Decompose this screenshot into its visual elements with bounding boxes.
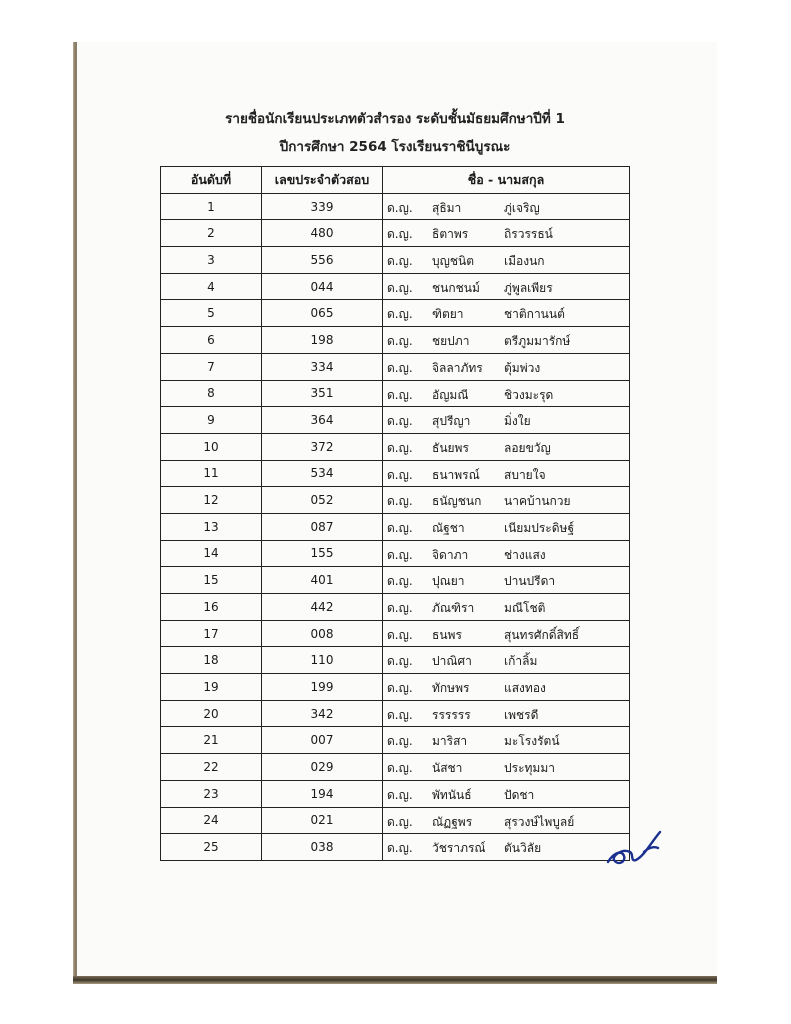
name-prefix: ด.ญ. (387, 467, 413, 482)
name-cell (383, 220, 630, 247)
last-name: แสงทอง (504, 681, 546, 696)
last-name: สบายใจ (504, 467, 546, 482)
name-prefix: ด.ญ. (387, 254, 413, 269)
last-name: ภู่เจริญ (504, 200, 540, 215)
table-row (161, 834, 630, 861)
table-row (161, 594, 630, 621)
table-row (161, 353, 630, 380)
rank-cell: 21 (161, 727, 262, 754)
table-row (161, 247, 630, 274)
exam-id-cell: 480 (262, 220, 383, 247)
last-name: สุนทรศักดิ์สิทธิ์ (504, 627, 580, 642)
last-name: เก้าลิ้ม (504, 654, 538, 669)
rank-cell: 19 (161, 674, 262, 701)
name-prefix: ด.ญ. (387, 734, 413, 749)
first-name: มาริสา (432, 734, 468, 749)
last-name: ตรีภูมมารักษ์ (504, 334, 571, 349)
exam-id-cell: 052 (262, 487, 383, 514)
rank-cell: 17 (161, 620, 262, 647)
name-prefix: ด.ญ. (387, 707, 413, 722)
name-cell (383, 273, 630, 300)
table-row (161, 193, 630, 220)
exam-id-cell: 334 (262, 353, 383, 380)
first-name: จิดาภา (432, 547, 469, 562)
first-name: ปาณิศา (432, 654, 472, 669)
rank-cell: 10 (161, 433, 262, 460)
exam-id-cell: 534 (262, 460, 383, 487)
name-prefix: ด.ญ. (387, 200, 413, 215)
last-name: เนียมประดิษฐ์ (504, 520, 575, 535)
name-cell (383, 540, 630, 567)
name-cell (383, 647, 630, 674)
table-row (161, 674, 630, 701)
first-name: สุธิมา (432, 200, 462, 215)
table-row (161, 647, 630, 674)
exam-id-cell: 342 (262, 700, 383, 727)
name-cell (383, 567, 630, 594)
name-cell (383, 327, 630, 354)
exam-id-cell: 110 (262, 647, 383, 674)
exam-id-cell: 372 (262, 433, 383, 460)
first-name: ณัฐชา (432, 520, 465, 535)
first-name: พัทนันธ์ (432, 787, 472, 802)
name-prefix: ด.ญ. (387, 360, 413, 375)
document-title: รายชื่อนักเรียนประเภทตัวสำรอง ระดับชั้นมัธยมศึกษาปีที่ 1 (225, 111, 565, 127)
table-row (161, 433, 630, 460)
name-cell (383, 433, 630, 460)
exam-id-cell: 007 (262, 727, 383, 754)
first-name: ภัณฑิรา (432, 601, 475, 615)
table-row (161, 807, 630, 834)
name-cell (383, 460, 630, 487)
rank-cell: 25 (161, 834, 262, 861)
name-prefix: ด.ญ. (387, 387, 413, 402)
name-cell (383, 300, 630, 327)
rank-cell: 8 (161, 380, 262, 407)
table-row (161, 460, 630, 487)
table-row (161, 620, 630, 647)
rank-cell: 7 (161, 353, 262, 380)
name-prefix: ด.ญ. (387, 307, 413, 322)
rank-cell: 12 (161, 487, 262, 514)
rank-cell: 5 (161, 300, 262, 327)
rank-cell: 11 (161, 460, 262, 487)
exam-id-cell: 008 (262, 620, 383, 647)
last-name: ปัดชา (504, 787, 535, 802)
table-header-row (161, 167, 630, 194)
last-name: ตันวิลัย (504, 841, 542, 856)
name-prefix: ด.ญ. (387, 494, 413, 509)
name-cell (383, 780, 630, 807)
name-prefix: ด.ญ. (387, 574, 413, 589)
name-prefix: ด.ญ. (387, 654, 413, 669)
last-name: เมืองนก (504, 254, 545, 269)
header-rank: อันดับที่ (161, 167, 262, 194)
exam-id-cell: 065 (262, 300, 383, 327)
name-cell (383, 353, 630, 380)
first-name: ปุณยา (432, 574, 465, 589)
first-name: ฑิตยา (432, 307, 464, 322)
name-cell (383, 834, 630, 861)
name-cell (383, 754, 630, 781)
last-name: เพชรดี (504, 707, 539, 722)
student-table (160, 166, 630, 861)
table-row (161, 220, 630, 247)
last-name: สุรวงษ์ไพบูลย์ (504, 814, 575, 829)
exam-id-cell: 364 (262, 407, 383, 434)
signature (600, 822, 670, 872)
name-cell (383, 807, 630, 834)
table-row (161, 407, 630, 434)
name-prefix: ด.ญ. (387, 414, 413, 429)
table-row (161, 780, 630, 807)
rank-cell: 20 (161, 700, 262, 727)
first-name: บุญชนิต (432, 254, 474, 269)
table-row (161, 727, 630, 754)
name-cell (383, 594, 630, 621)
last-name: ลอยขวัญ (504, 440, 551, 455)
first-name: ธนาพรณ์ (432, 467, 480, 482)
first-name: ชยปภา (432, 334, 470, 349)
name-cell (383, 513, 630, 540)
name-cell (383, 674, 630, 701)
rank-cell: 6 (161, 327, 262, 354)
name-prefix: ด.ญ. (387, 787, 413, 802)
last-name: ปานปรีดา (504, 574, 556, 589)
exam-id-cell: 199 (262, 674, 383, 701)
last-name: มะโรงรัตน์ (504, 734, 560, 749)
last-name: ช่างแสง (504, 547, 546, 562)
name-prefix: ด.ญ. (387, 280, 413, 295)
last-name: ภู่พูลเพียร (504, 280, 553, 295)
table-row (161, 540, 630, 567)
rank-cell: 3 (161, 247, 262, 274)
name-cell (383, 620, 630, 647)
name-prefix: ด.ญ. (387, 627, 413, 642)
first-name: นัสชา (432, 761, 463, 776)
rank-cell: 24 (161, 807, 262, 834)
name-prefix: ด.ญ. (387, 440, 413, 455)
name-cell (383, 487, 630, 514)
table-row (161, 754, 630, 781)
exam-id-cell: 044 (262, 273, 383, 300)
name-prefix: ด.ญ. (387, 681, 413, 696)
first-name: วัชราภรณ์ (432, 841, 486, 856)
first-name: ทักษพร (432, 681, 470, 696)
name-cell (383, 193, 630, 220)
last-name: มณีโชติ (504, 601, 546, 615)
table-body (161, 193, 630, 860)
exam-id-cell: 155 (262, 540, 383, 567)
last-name: ชิวงมะรุด (504, 387, 554, 402)
paper-edge-bottom (73, 976, 717, 984)
exam-id-cell: 194 (262, 780, 383, 807)
rank-cell: 2 (161, 220, 262, 247)
last-name: มิ่งใย (504, 414, 531, 429)
table-row (161, 327, 630, 354)
name-prefix: ด.ญ. (387, 761, 413, 776)
exam-id-cell: 029 (262, 754, 383, 781)
first-name: ธนพร (432, 627, 462, 642)
rank-cell: 1 (161, 193, 262, 220)
rank-cell: 22 (161, 754, 262, 781)
name-cell (383, 380, 630, 407)
first-name: รรรรรร (432, 707, 471, 722)
header-name: ชื่อ - นามสกุล (383, 167, 630, 194)
first-name: ธิตาพร (432, 227, 469, 242)
last-name: ตุ้มพ่วง (504, 360, 541, 375)
name-cell (383, 700, 630, 727)
first-name: สุปรีญา (432, 414, 471, 429)
name-prefix: ด.ญ. (387, 227, 413, 242)
table-row (161, 700, 630, 727)
rank-cell: 23 (161, 780, 262, 807)
header-exam-id: เลขประจำตัวสอบ (262, 167, 383, 194)
exam-id-cell: 442 (262, 594, 383, 621)
name-cell (383, 407, 630, 434)
table-row (161, 273, 630, 300)
exam-id-cell: 021 (262, 807, 383, 834)
last-name: ชาติกานนต์ (504, 307, 565, 322)
rank-cell: 15 (161, 567, 262, 594)
name-cell (383, 247, 630, 274)
rank-cell: 13 (161, 513, 262, 540)
exam-id-cell: 198 (262, 327, 383, 354)
last-name: นาคบ้านกวย (504, 494, 571, 509)
first-name: ธนัญชนก (432, 494, 482, 509)
name-prefix: ด.ญ. (387, 520, 413, 535)
first-name: อัญมณี (432, 387, 469, 402)
table-row (161, 380, 630, 407)
name-prefix: ด.ญ. (387, 601, 413, 615)
rank-cell: 16 (161, 594, 262, 621)
last-name: ประทุมมา (504, 761, 555, 776)
table-row (161, 567, 630, 594)
document-subtitle: ปีการศึกษา 2564 โรงเรียนราชินีบูรณะ (279, 139, 511, 155)
first-name: ชนกชนม์ (432, 280, 480, 295)
name-prefix: ด.ญ. (387, 841, 413, 856)
first-name: ธันยพร (432, 440, 469, 455)
rank-cell: 18 (161, 647, 262, 674)
rank-cell: 4 (161, 273, 262, 300)
name-prefix: ด.ญ. (387, 814, 413, 829)
name-prefix: ด.ญ. (387, 547, 413, 562)
first-name: จิลลาภัทร (432, 360, 483, 375)
first-name: ณัฏฐพร (432, 814, 473, 829)
table-row (161, 487, 630, 514)
exam-id-cell: 556 (262, 247, 383, 274)
exam-id-cell: 087 (262, 513, 383, 540)
exam-id-cell: 351 (262, 380, 383, 407)
table-row (161, 513, 630, 540)
table-row (161, 300, 630, 327)
name-cell (383, 727, 630, 754)
name-prefix: ด.ญ. (387, 334, 413, 349)
rank-cell: 14 (161, 540, 262, 567)
exam-id-cell: 339 (262, 193, 383, 220)
rank-cell: 9 (161, 407, 262, 434)
last-name: ถิรวรรธน์ (504, 227, 553, 242)
exam-id-cell: 038 (262, 834, 383, 861)
exam-id-cell: 401 (262, 567, 383, 594)
